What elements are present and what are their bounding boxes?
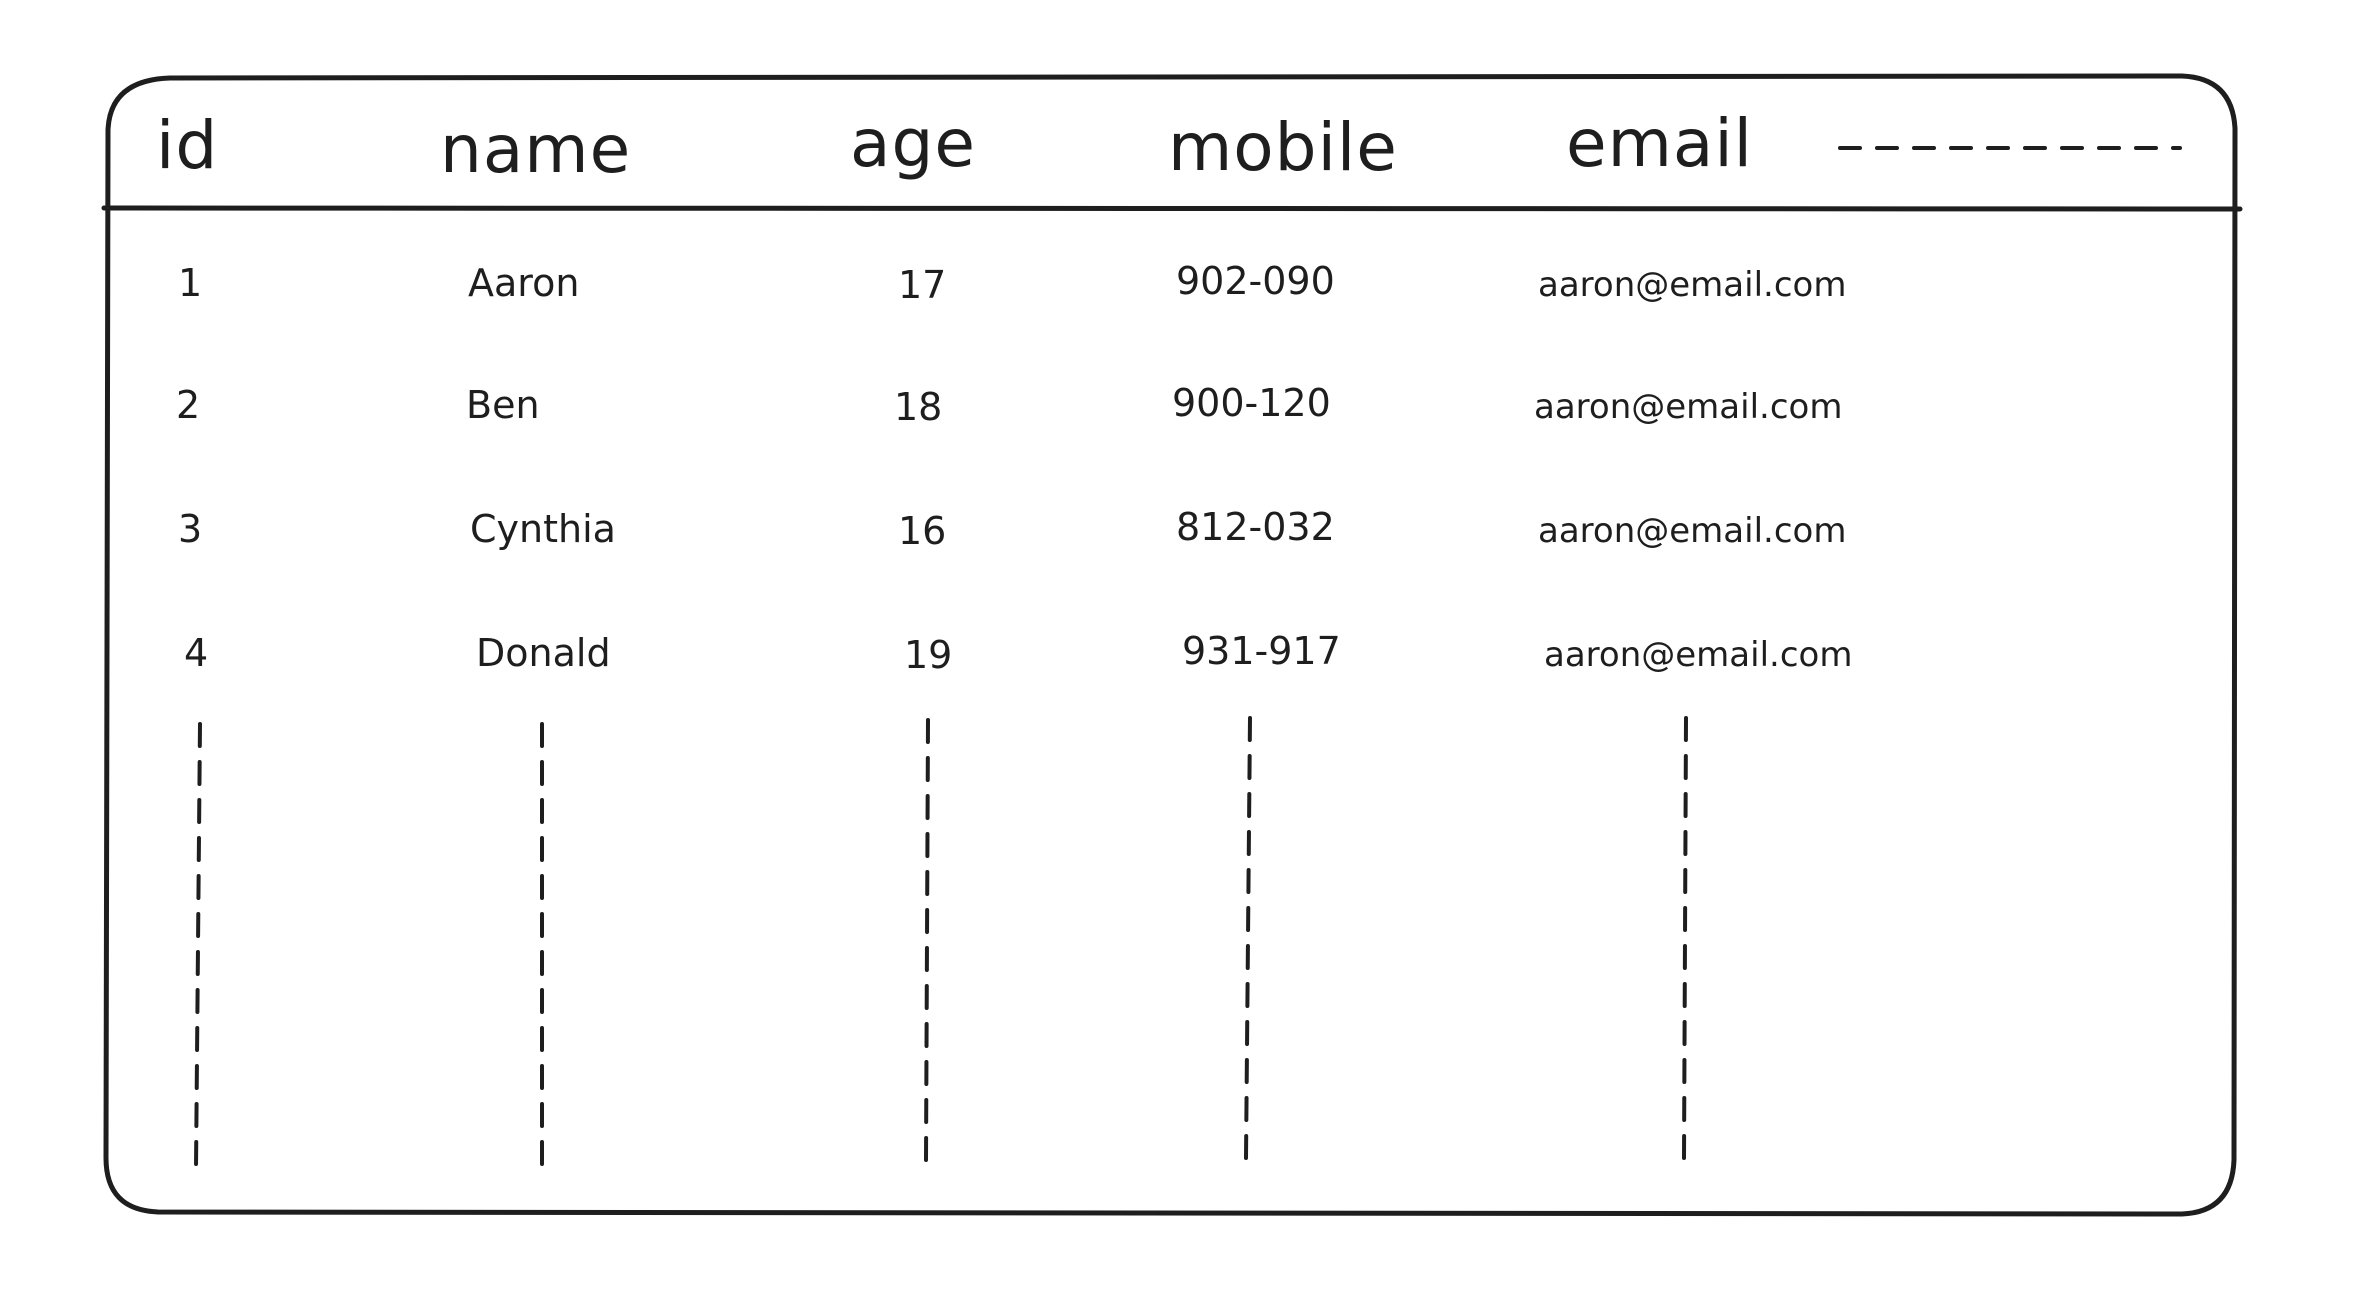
column-header-name: name xyxy=(440,111,632,188)
column-header-mobile: mobile xyxy=(1168,109,1398,186)
cell-mobile: 902-090 xyxy=(1176,259,1335,303)
cell-name: Aaron xyxy=(468,261,580,305)
mobile-column-continuation-dash xyxy=(1246,718,1250,1158)
header-divider xyxy=(104,208,2240,209)
cell-age: 19 xyxy=(904,633,953,677)
cell-mobile: 931-917 xyxy=(1182,629,1341,673)
cell-id: 1 xyxy=(178,261,203,305)
cell-email: aaron@email.com xyxy=(1538,265,1847,305)
cell-id: 3 xyxy=(178,507,203,551)
age-column-continuation-dash xyxy=(926,720,928,1160)
cell-name: Cynthia xyxy=(470,507,616,551)
table-row xyxy=(178,505,1846,553)
cell-age: 17 xyxy=(898,263,947,307)
table-row xyxy=(184,629,1852,677)
cell-id: 2 xyxy=(176,383,201,427)
cell-email: aaron@email.com xyxy=(1538,511,1847,551)
id-column-continuation-dash xyxy=(196,724,200,1168)
cell-name: Ben xyxy=(466,383,540,427)
cell-email: aaron@email.com xyxy=(1544,635,1853,675)
cell-mobile: 900-120 xyxy=(1172,381,1331,425)
table-row xyxy=(178,259,1846,307)
email-column-continuation-dash xyxy=(1684,718,1686,1158)
cell-age: 16 xyxy=(898,509,947,553)
table-row xyxy=(176,381,1842,429)
column-header-email: email xyxy=(1566,105,1754,182)
cell-age: 18 xyxy=(894,385,943,429)
column-header-id: id xyxy=(156,107,219,184)
table-frame xyxy=(106,76,2235,1214)
cell-name: Donald xyxy=(476,631,611,675)
cell-mobile: 812-032 xyxy=(1176,505,1335,549)
cell-id: 4 xyxy=(184,631,209,675)
cell-email: aaron@email.com xyxy=(1534,387,1843,427)
column-header-age: age xyxy=(850,105,976,182)
